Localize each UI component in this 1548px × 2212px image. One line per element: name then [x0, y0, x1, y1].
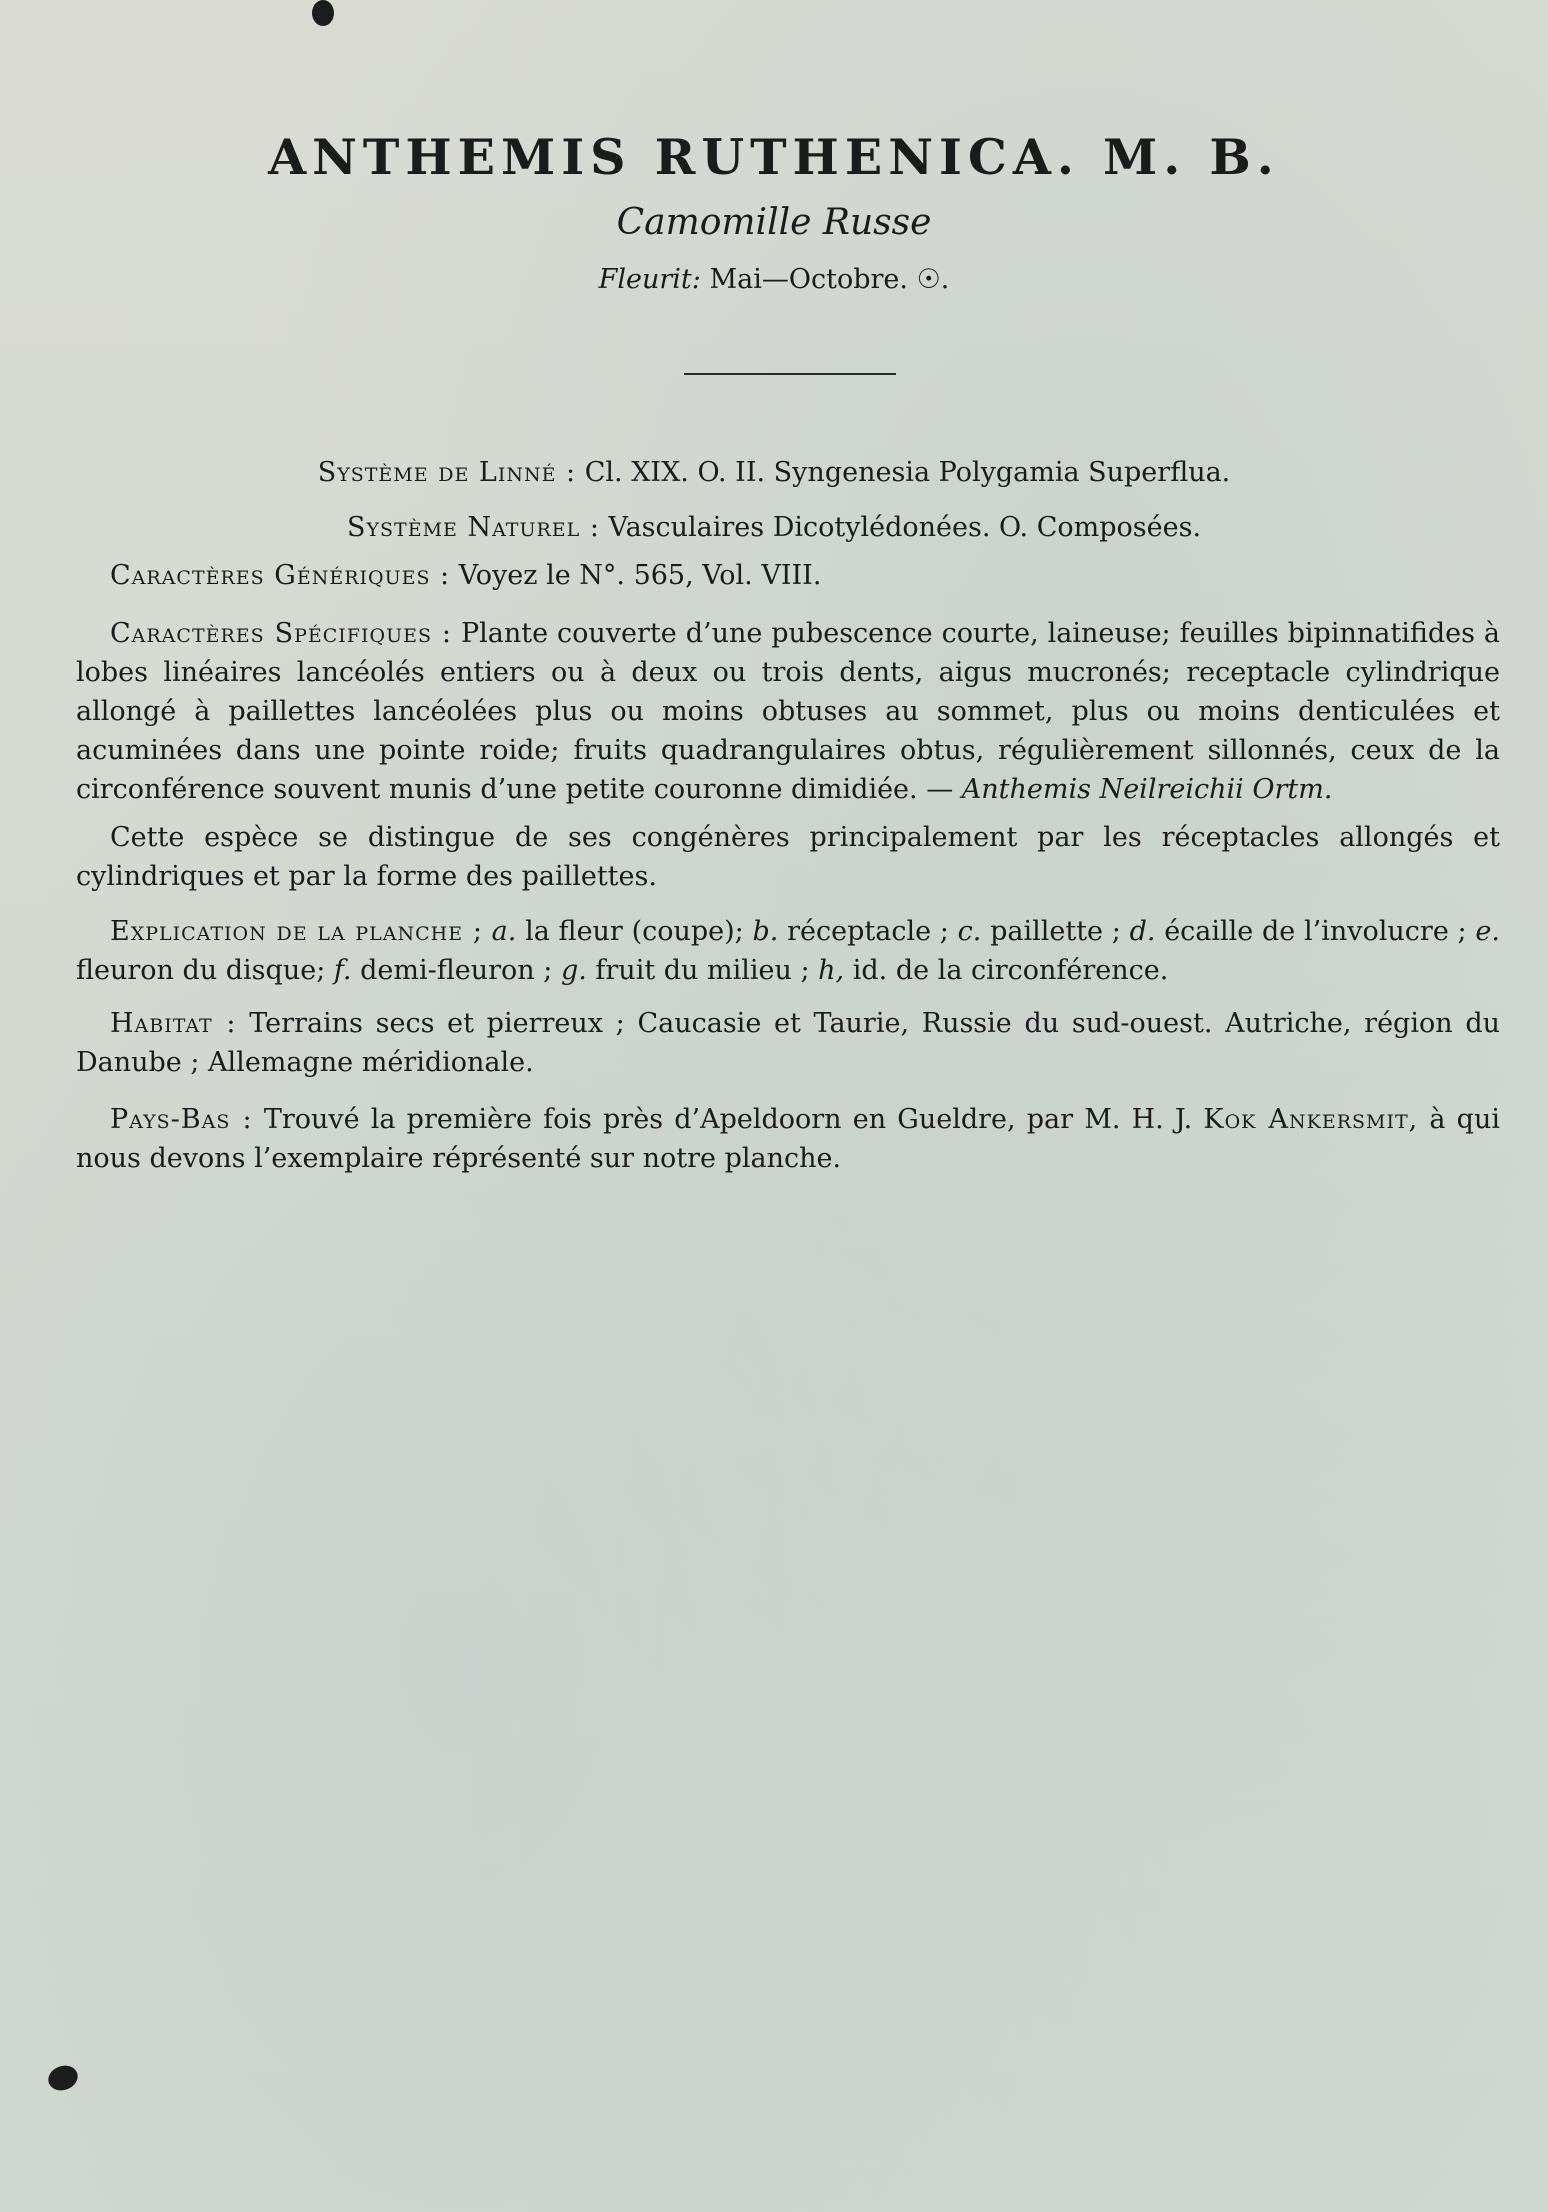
plate-item: fleuron du disque;	[76, 955, 326, 986]
pays-bas-label: Pays-Bas :	[110, 1104, 253, 1135]
divider-rule	[684, 373, 896, 375]
plate-letter: a.	[491, 916, 517, 947]
plate-letter: e.	[1475, 916, 1500, 947]
systeme-linne-text: Cl. XIX. O. II. Syngenesia Polygamia Superflua.	[584, 457, 1231, 488]
plate-item: la fleur (coupe);	[525, 916, 744, 947]
pays-bas-text: Trouvé la première fois près d’Apeldoorn en Gueldre, par M. H. J.	[263, 1104, 1193, 1135]
systeme-linne-label: Système de Linné :	[317, 457, 577, 488]
plate-item: écaille de l’involucre ;	[1164, 916, 1467, 947]
plate-letter: f.	[333, 955, 352, 986]
plate-item: id. de la circonférence.	[852, 955, 1169, 986]
caracteres-generiques	[76, 556, 1500, 595]
flowering-period	[0, 264, 1548, 295]
ink-blot	[312, 0, 334, 26]
caracteres-specifiques-label: Caractères Spécifiques :	[110, 618, 453, 649]
systeme-linne	[0, 457, 1548, 488]
page-title: ANTHEMIS RUTHENICA. M. B.	[268, 128, 1280, 186]
remarque-paragraph: Cette espèce se distingue de ses congénères principalement par les réceptacles allongés et cylindriques et par la forme des paillettes.	[76, 822, 1500, 892]
plate-item: réceptacle ;	[787, 916, 949, 947]
flowering-label: Fleurit:	[598, 264, 701, 295]
plate-letter: b.	[752, 916, 779, 947]
flowering-value: Mai—Octobre.	[709, 264, 908, 295]
plate-letter: g.	[560, 955, 587, 986]
plate-item: demi-fleuron ;	[360, 955, 553, 986]
plate-item: paillette ;	[990, 916, 1121, 947]
systeme-naturel-label: Système Naturel :	[346, 512, 600, 543]
pays-bas	[76, 1100, 1500, 1178]
caracteres-specifiques	[76, 614, 1500, 809]
plate-item: fruit du milieu ;	[595, 955, 810, 986]
synonym-name: Anthemis Neilreichii Ortm.	[961, 774, 1333, 805]
annual-symbol: ☉.	[916, 264, 950, 295]
caracteres-generiques-label: Caractères Génériques :	[110, 560, 451, 591]
common-name: Camomille Russe	[616, 202, 932, 243]
collector-name: Kok Ankersmit,	[1203, 1104, 1419, 1135]
ink-blot	[45, 2062, 81, 2095]
systeme-naturel-text: Vasculaires Dicotylédonées. O. Composées.	[608, 512, 1202, 543]
caracteres-generiques-text: Voyez le N°. 565, Vol. VIII.	[458, 560, 822, 591]
explication-planche	[76, 912, 1500, 990]
explication-label: Explication de la planche ;	[110, 916, 483, 947]
plate-letter: c.	[957, 916, 982, 947]
systeme-naturel	[0, 512, 1548, 543]
pays-bas-text-end: à qui nous devons l’exemplaire réprésenté sur notre planche.	[76, 1104, 1500, 1174]
habitat	[76, 1004, 1500, 1082]
caracteres-specifiques-text: Plante couverte d’une pubescence courte, laineuse; feuilles bipinnatifides à lobes linéaires lancéolés entiers ou à deux ou trois dents, aigus mucronés; receptacle cylindrique allongé à paillettes lancéolées plus ou moins obtuses au sommet, plus ou moins denticulées et acuminées dans une pointe roide; fruits quadrangulaires obtus, régulièrement sillonnés, ceux de la circonférence souvent munis d’une petite couronne dimidiée. —	[76, 618, 1500, 805]
plate-letter: h,	[818, 955, 845, 986]
plate-letter: d.	[1129, 916, 1156, 947]
habitat-label: Habitat :	[110, 1008, 237, 1039]
habitat-text: Terrains secs et pierreux ; Caucasie et Taurie, Russie du sud-ouest. Autriche, région du Danube ; Allemagne méridionale.	[76, 1008, 1500, 1078]
